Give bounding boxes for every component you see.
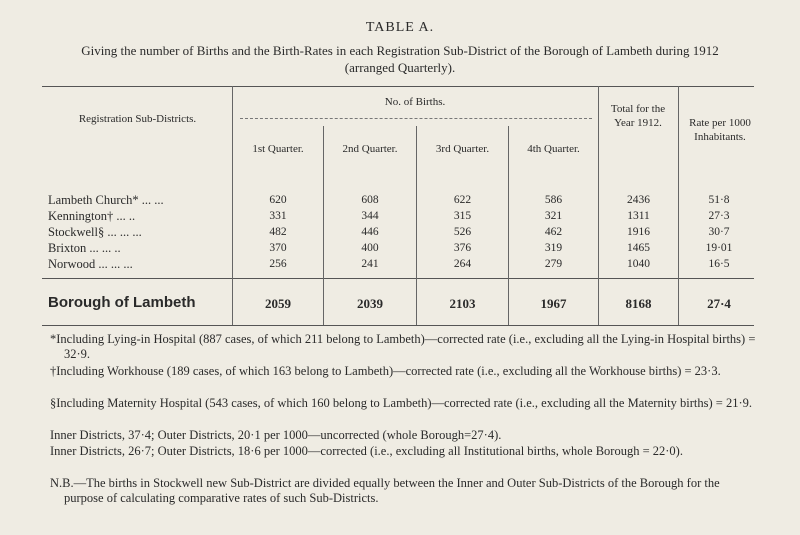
q2-total: 2039 bbox=[357, 296, 383, 311]
total-value: 1040 bbox=[627, 258, 650, 270]
total-value: 1465 bbox=[627, 242, 650, 254]
q1-value: 482 bbox=[269, 226, 287, 238]
rate-value: 16·5 bbox=[708, 258, 730, 270]
table-bottom-rule bbox=[42, 325, 754, 326]
q3-value: 315 bbox=[453, 210, 472, 222]
q3-value: 264 bbox=[453, 258, 472, 270]
rate-value: 30·7 bbox=[708, 226, 730, 238]
footnote-workhouse bbox=[50, 364, 760, 379]
header-rate: Rate per 1000 Inhabitants. bbox=[689, 117, 751, 143]
q1-total: 2059 bbox=[265, 296, 291, 311]
footnote-text: †Including Workhouse (189 cases, of which 163 belong to Lambeth)—corrected rate (i.e., excluding all the Workhouse births) = 23·3. bbox=[50, 364, 721, 378]
table-body-rule bbox=[42, 278, 754, 279]
table-subtitle: Giving the number of Births and the Birth-Rates in each Registration Sub-District of the Borough of Lambeth during 1912 (arranged Quarterly). bbox=[81, 43, 719, 75]
q2-value: 400 bbox=[361, 242, 379, 254]
district-name: Norwood ... ... ... bbox=[48, 257, 133, 271]
header-q1: 1st Quarter. bbox=[252, 143, 304, 155]
district-name: Brixton ... ... .. bbox=[48, 241, 121, 255]
footnote-text: N.B.—The births in Stockwell new Sub-District are divided equally between the Inner and Outer Sub-Districts of the Borough for the purpose of calculating comparative rates of such Sub-Districts. bbox=[50, 476, 720, 505]
year-total: 8168 bbox=[625, 296, 652, 311]
header-q4: 4th Quarter. bbox=[527, 143, 580, 155]
q3-value: 622 bbox=[453, 194, 472, 206]
total-value: 2436 bbox=[627, 194, 650, 206]
q3-value: 376 bbox=[453, 242, 472, 254]
footnote-text: Inner Districts, 26·7; Outer Districts, 18·6 per 1000—corrected (i.e., excluding all Institutional births, whole Borough = 22·0). bbox=[50, 444, 683, 458]
rate-value: 51·8 bbox=[708, 194, 730, 206]
footnote-text: *Including Lying-in Hospital (887 cases, of which 211 belong to Lambeth)—corrected rate (i.e., excluding all the Lying-in Hospital births) = 32·9. bbox=[50, 332, 756, 361]
district-name: Stockwell§ ... ... ... bbox=[48, 225, 142, 239]
q4-value: 586 bbox=[544, 194, 563, 206]
q1-value: 370 bbox=[269, 242, 287, 254]
footnote-lying-in bbox=[50, 332, 760, 362]
q1-value: 256 bbox=[269, 258, 287, 270]
header-q2: 2nd Quarter. bbox=[342, 143, 398, 155]
footnote-inner-outer-corrected bbox=[50, 444, 760, 459]
q3-value: 526 bbox=[453, 226, 472, 238]
footnote-inner-outer-uncorrected bbox=[50, 428, 760, 443]
q2-value: 446 bbox=[361, 226, 379, 238]
district-name: Lambeth Church* ... ... bbox=[48, 193, 164, 207]
q4-value: 319 bbox=[544, 242, 563, 254]
q2-value: 608 bbox=[361, 194, 379, 206]
header-total: Total for the Year 1912. bbox=[610, 103, 666, 129]
footnote-maternity bbox=[50, 396, 760, 411]
births-group-brace bbox=[240, 118, 592, 119]
total-value: 1311 bbox=[627, 210, 650, 222]
q1-value: 331 bbox=[269, 210, 287, 222]
header-district: Registration Sub-Districts. bbox=[78, 113, 197, 125]
header-births-group: No. of Births. bbox=[384, 96, 446, 108]
table-top-rule bbox=[42, 86, 754, 87]
district-name: Kennington† ... .. bbox=[48, 209, 136, 223]
rate-total: 27·4 bbox=[707, 296, 731, 311]
rate-value: 19·01 bbox=[705, 242, 733, 254]
q4-value: 279 bbox=[544, 258, 563, 270]
q1-value: 620 bbox=[269, 194, 287, 206]
q2-value: 344 bbox=[361, 210, 379, 222]
footnote-text: §Including Maternity Hospital (543 cases, of which 160 belong to Lambeth)—corrected rate (i.e., excluding all the Maternity births) = 21·9. bbox=[50, 396, 752, 410]
borough-label: Borough of Lambeth bbox=[48, 294, 196, 311]
q4-value: 321 bbox=[544, 210, 563, 222]
table-title: TABLE A. bbox=[365, 20, 435, 35]
q2-value: 241 bbox=[361, 258, 379, 270]
rate-value: 27·3 bbox=[708, 210, 730, 222]
total-value: 1916 bbox=[627, 226, 650, 238]
q4-total: 1967 bbox=[540, 296, 567, 311]
q3-total: 2103 bbox=[449, 296, 476, 311]
footnote-text: Inner Districts, 37·4; Outer Districts, 20·1 per 1000—uncorrected (whole Borough=27·4). bbox=[50, 428, 502, 442]
footnote-nb bbox=[50, 476, 760, 506]
q4-value: 462 bbox=[544, 226, 563, 238]
header-q3: 3rd Quarter. bbox=[435, 143, 490, 155]
